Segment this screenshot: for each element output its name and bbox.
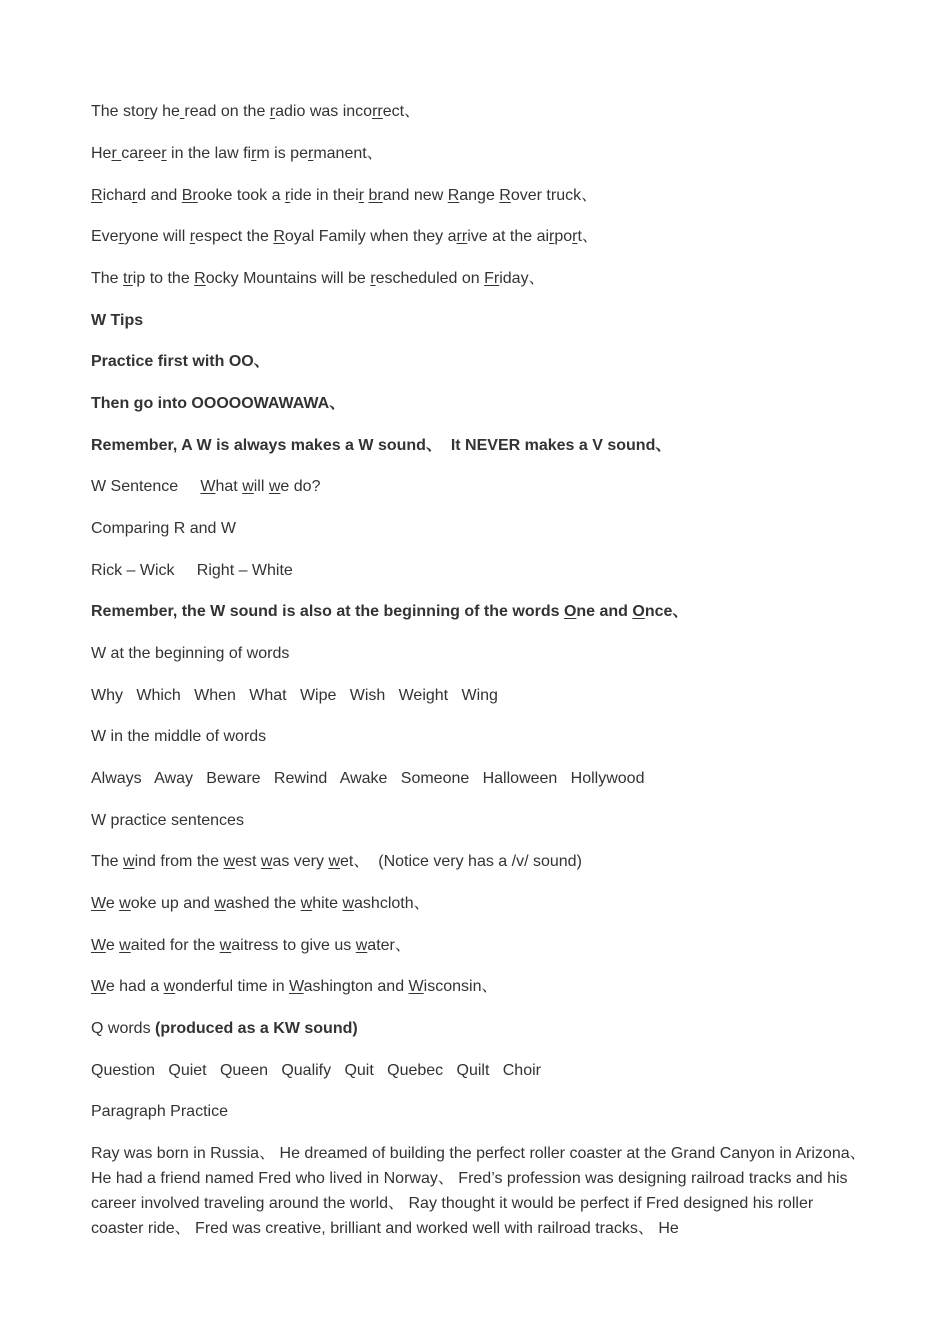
underlined-letter: R [194, 270, 206, 287]
underlined-letter: O [563, 603, 577, 620]
underlined-letter: R [447, 187, 460, 204]
underlined-letter: W [289, 978, 304, 995]
underlined-letter: O [632, 603, 645, 620]
text-line [91, 269, 545, 289]
underlined-letter: w [219, 937, 232, 954]
underlined-letter: r [144, 103, 150, 120]
text-line [91, 894, 430, 914]
text-segment: Always Away Beware Rewind Awake Someone Halloween Hollywood [91, 770, 645, 787]
text-segment: icha [102, 187, 132, 204]
underlined-letter: w [300, 895, 313, 912]
text-segment: Comparing R and W [91, 520, 236, 537]
underlined-letter: r [572, 228, 578, 245]
underlined-letter: w [123, 853, 135, 870]
text-segment: and new [382, 187, 448, 204]
underlined-letter: W [91, 937, 106, 954]
text-segment: yone will [123, 228, 190, 245]
text-segment: ater、 [367, 937, 411, 954]
underlined-letter: r [358, 187, 365, 204]
text-line [91, 811, 244, 831]
text-line [91, 144, 383, 164]
text-segment: ne and [576, 603, 633, 620]
text-segment: hite [312, 895, 343, 912]
text-line [91, 477, 320, 497]
text-segment: The [91, 270, 124, 287]
text-line [91, 686, 498, 706]
text-segment: ide in thei [290, 187, 359, 204]
text-segment: Eve [91, 228, 119, 245]
text-segment: iday、 [499, 270, 545, 287]
underlined-letter: Fr [484, 270, 500, 287]
text-line [91, 727, 266, 747]
underlined-letter: r [251, 145, 257, 162]
text-line [91, 436, 671, 456]
underlined-letter: br [368, 187, 383, 204]
underlined-letter: W [91, 978, 106, 995]
text-segment: manent、 [313, 145, 383, 162]
underlined-letter: r [111, 145, 117, 162]
text-segment: espect the [195, 228, 274, 245]
text-line [91, 769, 644, 789]
text-line [91, 394, 345, 414]
text-segment: e [105, 937, 120, 954]
underlined-letter: r [549, 228, 555, 245]
text-segment: Q words [91, 1020, 156, 1037]
text-segment: y he [149, 103, 180, 120]
text-segment: W practice sentences [91, 812, 244, 829]
text-segment: oyal Family when they a [284, 228, 457, 245]
text-segment: d and [137, 187, 182, 204]
underlined-letter: w [119, 937, 131, 954]
text-segment: W at the beginning of words [91, 645, 290, 662]
underlined-letter: w [242, 478, 254, 495]
bold-segment: (produced as a KW sound) [155, 1020, 358, 1037]
text-segment: The [91, 853, 124, 870]
text-segment: hat [215, 478, 243, 495]
text-segment: ive at the ai [467, 228, 550, 245]
underlined-letter: r [269, 103, 276, 120]
underlined-letter: r [189, 228, 196, 245]
underlined-letter: w [163, 978, 176, 995]
underlined-letter: W [408, 978, 424, 995]
underlined-letter: r [284, 187, 291, 204]
text-segment: Rick – Wick Right – White [91, 562, 293, 579]
text-segment: e had a [105, 978, 164, 995]
underlined-letter: r [192, 187, 198, 204]
text-segment: adio was inco [275, 103, 373, 120]
text-segment: Remember, the W sound is also at the beginning of the words [91, 603, 564, 620]
text-segment: ashington and [303, 978, 409, 995]
text-segment: ind from the [134, 853, 224, 870]
text-line [91, 561, 293, 581]
text-line [91, 1061, 541, 1081]
text-line [91, 311, 143, 331]
text-segment: W in the middle of words [91, 728, 267, 745]
underlined-letter: R [91, 187, 103, 204]
underlined-letter: B [181, 187, 193, 204]
text-line [91, 227, 598, 247]
text-segment: ocky Mountains will be [205, 270, 371, 287]
text-segment: ashcloth、 [354, 895, 430, 912]
paragraph-practice-text: Ray was born in Russia、 He dreamed of building the perfect roller coaster at the Grand Canyon in Arizona、 He had a friend named Fred who lived in Norway、 Fred’s profession was designing railroad tracks and his career involved traveling around the world、 Ray thought it would be perfect if Fred designed his roller coaster ride、 Fred was creative, brilliant and worked well with railroad tracks、 He [91, 1145, 866, 1237]
text-segment: po [554, 228, 573, 245]
text-line [91, 186, 597, 206]
text-line [91, 1019, 358, 1039]
text-line [91, 977, 497, 997]
underlined-letter: W [200, 478, 216, 495]
text-segment: est [235, 853, 261, 870]
underlined-letter: w [119, 895, 131, 912]
underlined-letter: rr [456, 228, 468, 245]
text-segment: over truck、 [510, 187, 598, 204]
text-segment: ip to the [132, 270, 195, 287]
text-segment: ooke took a [197, 187, 285, 204]
text-segment: read on the [184, 103, 270, 120]
underlined-letter: r [118, 228, 124, 245]
underlined-letter: w [328, 853, 341, 870]
text-segment: The sto [91, 103, 145, 120]
underlined-letter: R [499, 187, 511, 204]
text-segment: aited for the [130, 937, 220, 954]
text-segment: Question Quiet Queen Qualify Quit Quebec Quilt Choir [91, 1062, 541, 1079]
text-line [91, 852, 582, 872]
text-segment: in the law fi [166, 145, 252, 162]
text-segment: W Sentence [91, 478, 201, 495]
text-segment: isconsin、 [423, 978, 498, 995]
underlined-letter: r [161, 145, 167, 162]
underlined-letter: W [91, 895, 106, 912]
underlined-letter: rr [372, 103, 383, 120]
text-segment: oke up and [130, 895, 215, 912]
underlined-letter: r [307, 145, 314, 162]
underlined-letter: r [131, 187, 138, 204]
text-segment: Paragraph Practice [91, 1103, 228, 1120]
text-segment: as very [272, 853, 329, 870]
underlined-letter: r [138, 145, 144, 162]
underlined-letter: w [214, 895, 226, 912]
text-segment: ill [253, 478, 269, 495]
underlined-letter: w [260, 853, 273, 870]
text-segment: aitress to give us [231, 937, 356, 954]
underlined-letter: w [223, 853, 236, 870]
text-segment: onderful time in [175, 978, 290, 995]
text-segment: Practice first with OO、 [91, 353, 270, 370]
text-line [91, 644, 289, 664]
text-segment: ca [121, 145, 139, 162]
text-segment: et、 (Notice very has a /v/ sound) [340, 853, 582, 870]
underlined-letter: R [273, 228, 285, 245]
text-segment: ashed the [225, 895, 301, 912]
text-segment: e do? [280, 478, 321, 495]
text-line [91, 1102, 228, 1122]
text-line [91, 102, 420, 122]
text-line [91, 602, 688, 622]
text-segment: Remember, A W is always makes a W sound、 It NEVER makes a V sound、 [91, 437, 672, 454]
text-segment: ee [143, 145, 162, 162]
text-line [91, 519, 236, 539]
underlined-letter: w [355, 937, 368, 954]
underlined-letter: tr [123, 270, 133, 287]
text-segment: t、 [577, 228, 598, 245]
underlined-letter: w [342, 895, 355, 912]
text-segment: Then go into OOOOOWAWAWA、 [91, 395, 346, 412]
text-segment: Why Which When What Wipe Wish Weight Wing [91, 687, 498, 704]
underlined-letter: r [370, 270, 376, 287]
text-segment: e [105, 895, 120, 912]
text-segment: ect、 [382, 103, 421, 120]
text-segment: He [91, 145, 112, 162]
text-line [91, 352, 270, 372]
underlined-letter: w [268, 478, 281, 495]
text-segment: escheduled on [375, 270, 485, 287]
text-line [91, 936, 411, 956]
text-segment: ange [459, 187, 500, 204]
text-segment: m is pe [256, 145, 308, 162]
text-segment: nce、 [644, 603, 689, 620]
text-segment: W Tips [91, 312, 144, 329]
